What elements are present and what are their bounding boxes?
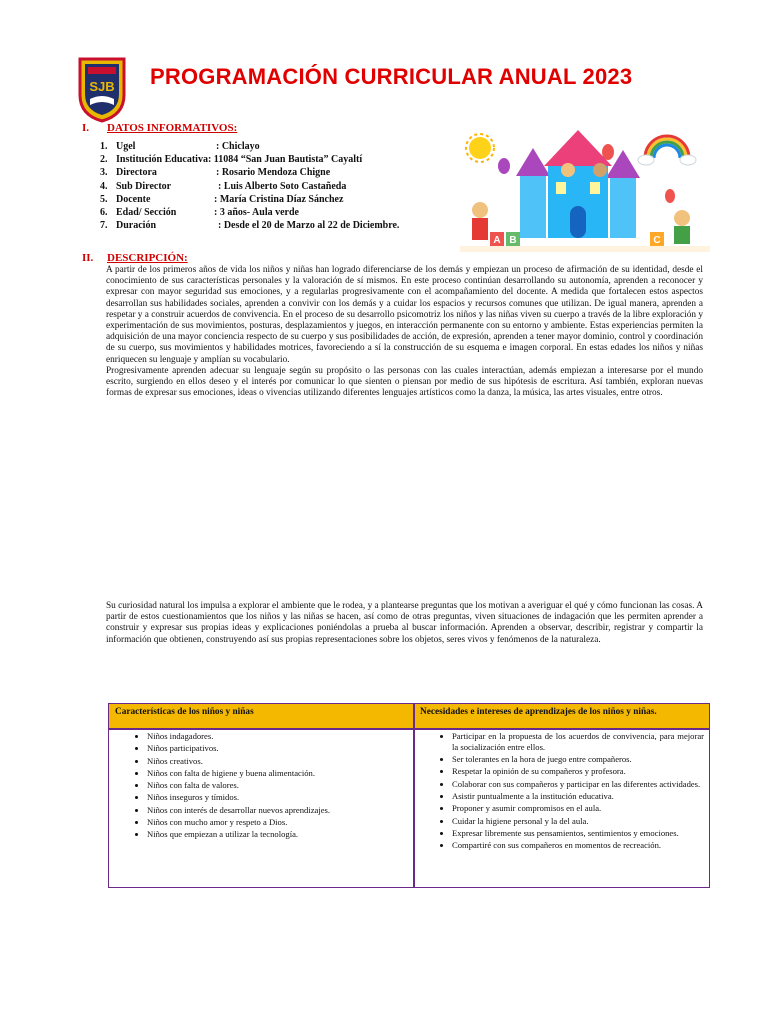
block-letter: C — [653, 235, 661, 246]
datos-item: 2. Institución Educativa : 11084 “San Juan Bautista” Cayaltí — [100, 154, 363, 166]
table-header-divider — [109, 728, 709, 730]
list-item: • Niños participativos. — [147, 743, 409, 755]
datos-item: 7. Duración : Desde el 20 de Marzo al 22 de Diciembre. — [100, 220, 400, 232]
list-item: • Ser tolerantes en la hora de juego entre compañeros. — [452, 754, 704, 766]
list-item: • Niños creativos. — [147, 756, 409, 768]
list-item: • Niños indagadores. — [147, 731, 409, 743]
datos-item: 5. Docente : María Cristina Díaz Sánchez — [100, 193, 344, 205]
list-item: • Niños con falta de valores. — [147, 780, 409, 792]
description-text — [106, 265, 703, 399]
list-item: • Compartiré con sus compañeros en momentos de recreación. — [452, 840, 704, 852]
datos-item: 1. Ugel : Chiclayo — [100, 141, 260, 152]
list-item: • Cuidar la higiene personal y la del aula. — [452, 816, 704, 828]
section-number-datos: I. — [82, 122, 90, 134]
datos-item: 4. Sub Director : Luis Alberto Soto Castañeda — [100, 180, 347, 192]
description-paragraph: Su curiosidad natural los impulsa a explorar el ambiente que le rodea, y a plantearse preguntas que los motivan a averiguar el qué y cómo funcionan las cosas. A partir de estos cuestionamientos que los niños y las niñas se hacen, así como de otras preguntas, viven situaciones de indagación que les permiten aprender a construir y expresar sus propias ideas y explicaciones poniéndolas a prueba al buscar información. Aprenden a observar, describir, registrar y compartir la información que obtienen, construyendo así sus propias representaciones sobre los objetos, seres vivos y fenómenos de la naturaleza. — [106, 601, 703, 645]
block-letter: B — [509, 235, 517, 246]
datos-list — [100, 140, 399, 232]
kids-castle-illustration-icon — [460, 126, 710, 256]
table-header-characteristics: Características de los niños y niñas — [109, 704, 414, 728]
section-heading-datos: DATOS INFORMATIVOS: — [107, 122, 238, 134]
list-item: • Colaborar con sus compañeros y participar en las diferentes actividades. — [452, 779, 704, 791]
list-item: • Participar en la propuesta de los acuerdos de convivencia, para mejorar la socialización entre ellos. — [452, 731, 704, 754]
description-paragraph: Progresivamente aprenden adecuar su lenguaje según su propósito o las personas con las cuales interactúan, además empiezan a interesarse por el mundo escrito, surgiendo en ellos deseo y el interés por comunicar lo que sienten o piensan por medio de sus hipótesis de escritura. Así también, exploran nuevas formas de expresar sus emociones, ideas o vivencias utilizando diferentes lenguajes artísticos como la danza, la música, las artes visuales, entre otros. — [106, 365, 703, 399]
list-item: • Expresar libremente sus pensamientos, sentimientos y emociones. — [452, 828, 704, 840]
list-item: • Niños inseguros y tímidos. — [147, 792, 409, 804]
datos-item: 6. Edad/ Sección : 3 años- Aula verde — [100, 207, 299, 219]
list-item: • Proponer y asumir compromisos en el aula. — [452, 803, 704, 815]
characteristics-table — [108, 703, 710, 888]
datos-item: 3. Directora : Rosario Mendoza Chigne — [100, 167, 331, 179]
list-item: • Respetar la opinión de su compañeros y profesora. — [452, 766, 704, 778]
logo-text: SJB — [89, 79, 115, 94]
list-item: • Niños con falta de higiene y buena alimentación. — [147, 768, 409, 780]
needs-list — [414, 731, 704, 852]
section-number-descripcion: II. — [82, 252, 94, 264]
description-paragraph: A partir de los primeros años de vida los niños y niñas han logrado diferenciarse de los demás y empiezan un proceso de afirmación de su identidad, desde el conocimiento de sus características personales y la valoración de sí mismos. En este proceso continúan desarrollando su autonomía, aprenden a reconocer y expresar con mayor seguridad sus emociones, y a regularlas progresivamente con el acompañamiento del docente. A medida que fortalecen estos aspectos desarrollan sus habilidades sociales, aprenden a convivir con los demás y a cuidar los espacios y recursos comunes que utilizan. De igual manera, aprenden a respetar y a construir acuerdos de convivencia. En el proceso de su desarrollo psicomotriz los niños y las niñas viven su cuerpo a través de la libre exploración y experimentación de sus movimientos, posturas, desplazamientos y juegos, en interacción permanente con su entorno y ambiente. Estas experiencias permiten la adquisición de una mayor conciencia respecto de su cuerpo y sus posibilidades de acción, de expresión, aprenden a tener mayor dominio, control y coordinación de su cuerpo, sus movimientos y habilidades motrices, favoreciendo a sí la construcción de su esquema e imagen corporal. En estas edades los niños y niñas enriquecen su lenguaje y amplían su vocabulario. — [106, 265, 703, 365]
section-heading-descripcion: DESCRIPCIÓN: — [107, 252, 188, 264]
description-text-continued — [106, 601, 703, 646]
characteristics-list — [109, 731, 409, 842]
school-logo — [76, 55, 128, 123]
page-title: PROGRAMACIÓN CURRICULAR ANUAL 2023 — [150, 64, 633, 89]
list-item: • Asistir puntualmente a la institución educativa. — [452, 791, 704, 803]
list-item: • Niños que empiezan a utilizar la tecnología. — [147, 829, 409, 841]
block-letter: A — [493, 235, 501, 246]
table-header-needs: Necesidades e intereses de aprendizajes de los niños y niñas. — [414, 704, 709, 728]
list-item: • Niños con interés de desarrollar nuevos aprendizajes. — [147, 805, 409, 817]
list-item: • Niños con mucho amor y respeto a Dios. — [147, 817, 409, 829]
